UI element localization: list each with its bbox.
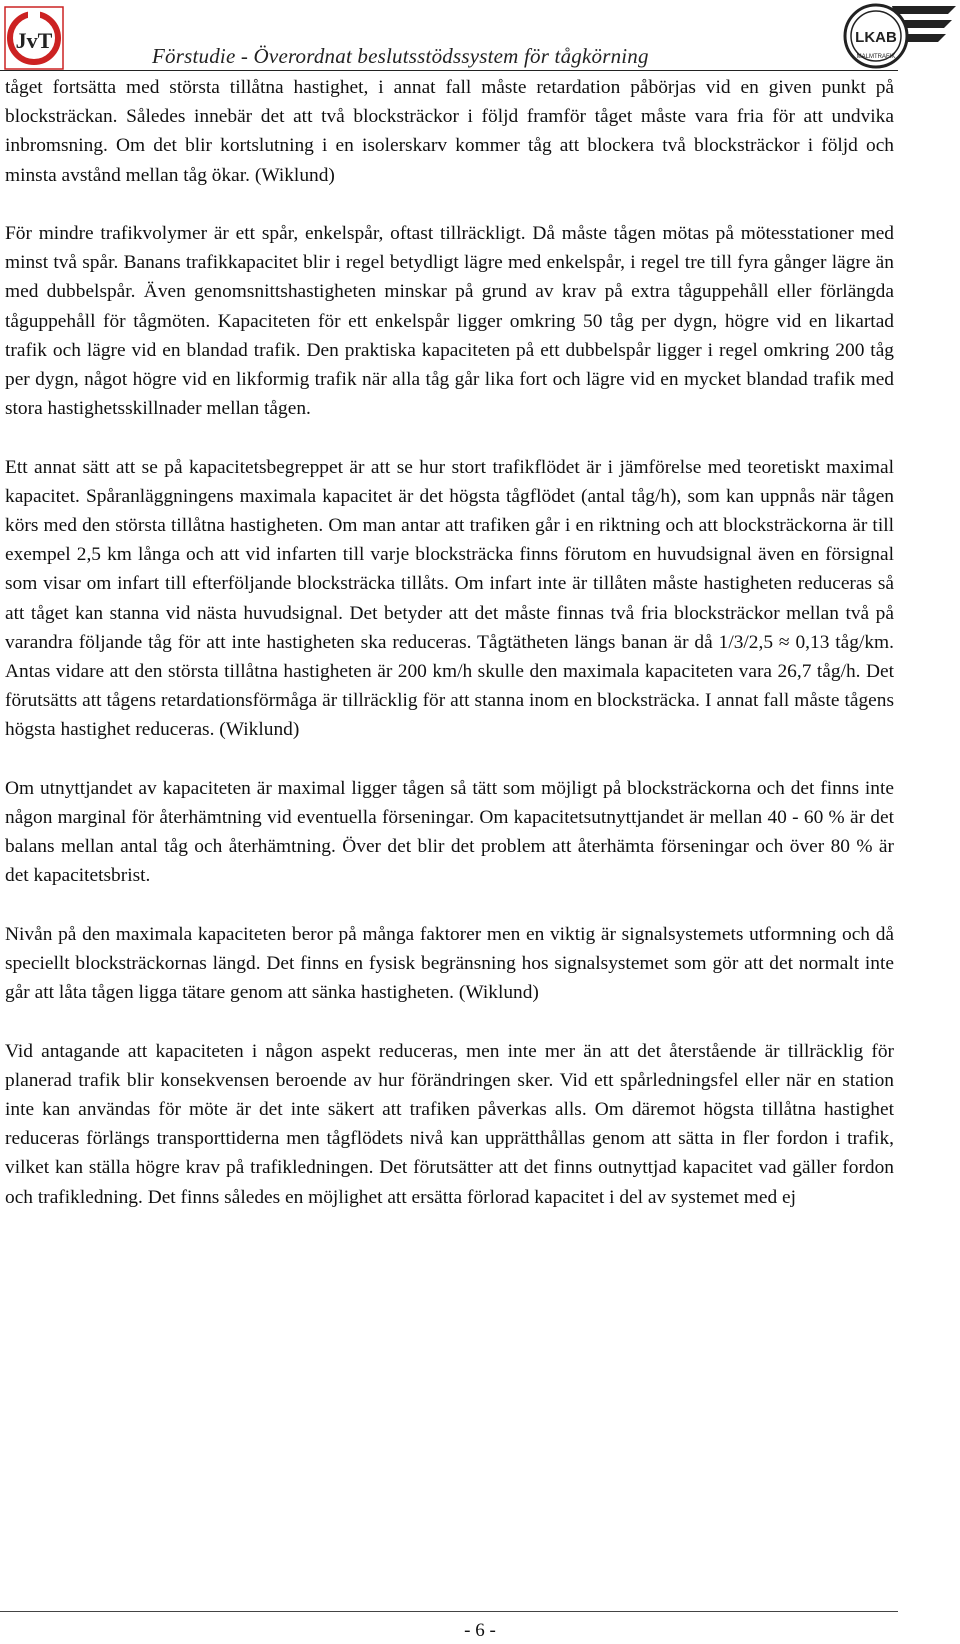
paragraph-3-text-before: Ett annat sätt att se på kapacitetsbegreppet är att se hur stort trafikflödet är i jämförelse med teoretiskt maximal kapacitet. Spåranläggningens maximala kapacitet är det högsta tågflödet (antal tåg/h), som kan uppnås när tågen körs med den största tillåtna hastigheten. Om man antar att trafiken går i en riktning och att blocksträckorna är till exempel 2,5 km långa och att vid infarten till varje blocksträcka finns förutom en huvudsignal även en försignal som visar om infart till efterföljande blocksträcka tillåts. Om infart inte är tillåten måste hastigheten reduceras så att tåget kan stanna vid nästa huvudsignal. Det betyder att det måste finnas två fria blocksträckor mellan två på varandra följande tåg för att inte hastigheten ska reduceras. Tågtätheten längs banan är då <box>5 456 894 653</box>
paragraph-2: För mindre trafikvolymer är ett spår, enkelspår, oftast tillräckligt. Då måste tågen mötas på mötesstationer med minst två spår. Banans trafikkapacitet blir i regel betydligt lägre med enkelspår, i regel tre till fyra gånger lägre än med dubbelspår. Även genomsnittshastigheten minskar på grund av krav på extra tåguppehåll eller förlängda tåguppehåll för tågmöten. Kapaciteten för ett enkelspår ligger omkring 50 tåg per dygn, högre vid en likartad trafik och lägre vid en blandad trafik. Den praktiska kapaciteten på ett dubbelspår ligger i regel omkring 200 tåg per dygn, något högre vid en likformig trafik när alla tåg går lika fort och lägre vid en mycket blandad trafik med stora hastighetsskillnader mellan tågen. <box>5 223 894 420</box>
svg-text:JvT: JvT <box>15 28 53 53</box>
paragraph-3-text-after: tåg/km. Antas vidare att den största tillåtna hastigheten är 200 km/h skulle den maximala kapaciteten vara 26,7 tåg/h. Det förutsätts att tågens retardationsförmåga är tillräcklig för att stanna inom en blocksträcka. I annat fall måste tågens högsta hastighet reduceras. (Wiklund) <box>5 631 894 741</box>
lkab-logo <box>842 0 958 72</box>
jvt-logo <box>4 6 64 70</box>
lkab-logo-text: LKAB <box>855 29 897 46</box>
document-body <box>5 73 894 1212</box>
header-divider <box>0 70 898 71</box>
footer-divider <box>0 1611 898 1612</box>
page-header <box>0 0 960 80</box>
page-number: - 6 - <box>464 1620 496 1641</box>
paragraph-3 <box>5 453 894 745</box>
paragraph-1: tåget fortsätta med största tillåtna hastighet, i annat fall måste retardation påbörjas vid en given punkt på blocksträckan. Således innebär det att två blocksträckor i följd framför tåget måste vara fria för att undvika inbromsning. Om det blir kortslutning i en isolerskarv kommer tåg att blockera två blocksträckor i följd och minsta avstånd mellan tåg ökar. (Wiklund) <box>5 77 894 186</box>
paragraph-5: Nivån på den maximala kapaciteten beror på många faktorer men en viktig är signalsystemets utformning och då speciellt blocksträckornas längd. Det finns en fysisk begränsning hos signalsystemet som gör att det normalt inte går att låta tågen ligga tätare genom att sänka hastigheten. (Wiklund) <box>5 923 894 1004</box>
paragraph-6: Vid antagande att kapaciteten i någon aspekt reduceras, men inte mer än att det återstående är tillräcklig för planerad trafik blir konsekvensen beroende av hur förändringen sker. Vid ett spårledningsfel eller när en station inte kan användas för möte är det inte säkert att trafiken påverkas alls. Om däremot högsta tillåtna hastighet reduceras förlängs transporttiderna men tågflödets nivå kan upprätthållas genom att sätta in fler fordon i trafik, vilket kan ställa högre krav på trafikledningen. Det förutsätter att det finns outnyttjad kapacitet vad gäller fordon och trafikledning. Det finns således en möjlighet att ersätta förlorad kapacitet i del av systemet med ej <box>5 1040 894 1208</box>
lkab-logo-subtext: MALMTRAFIK <box>856 54 896 60</box>
document-title: Förstudie - Överordnat beslutsstödssystem för tågkörning <box>152 44 649 68</box>
paragraph-4: Om utnyttjandet av kapaciteten är maximal ligger tågen så tätt som möjligt på blocksträckorna och det finns inte någon marginal för återhämtning vid eventuella förseningar. Om kapacitetsutnyttjandet är mellan 40 - 60 % är det balans mellan antal tåg och återhämtning. Över det blir det problem att återhämta förseningar och över 80 % är det kapacitetsbrist. <box>5 777 894 887</box>
train-density-formula: 1/3/2,5 ≈ 0,13 <box>718 631 830 653</box>
